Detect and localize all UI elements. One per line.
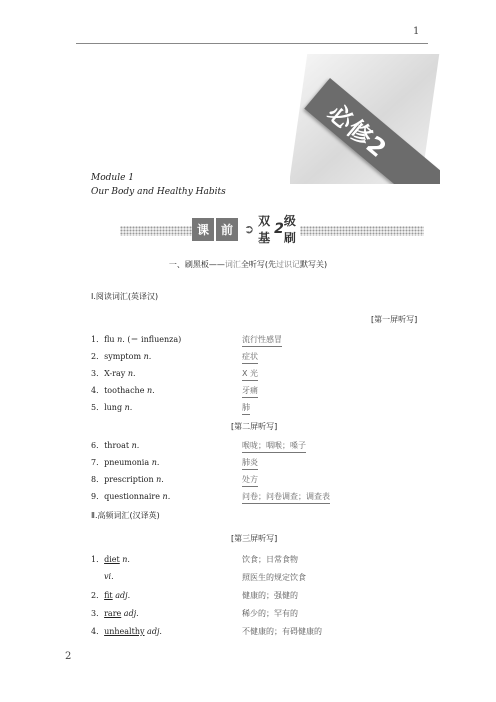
list-item: 3．rare adj. <box>91 609 139 618</box>
page-number-bottom: 2 <box>65 651 72 662</box>
section-title <box>0 259 496 270</box>
banner-dots-left <box>120 226 192 236</box>
answer-text: 处方 <box>242 474 258 487</box>
list-item: 7．pneumonia n. <box>91 458 160 467</box>
answer-text: 流行性感冒 <box>242 334 282 347</box>
section-title-highlight2: 过识记 <box>276 260 300 269</box>
answer-text: 肺炎 <box>242 457 258 470</box>
ribbon-text: 必修2 <box>322 98 393 164</box>
banner-tail: 级刷 <box>283 214 296 245</box>
list-item: 1．flu n. (＝ influenza) <box>91 335 182 344</box>
answer-text: 症状 <box>242 351 258 364</box>
banner-text: 双基 <box>258 214 271 245</box>
section-title-middle: 全听写(先 <box>240 260 276 269</box>
part2-heading: Ⅱ.高频词汇(汉译英) <box>91 511 160 520</box>
page-number-top: 1 <box>413 26 420 37</box>
module-subtitle: Our Body and Healthy Habits <box>91 187 226 197</box>
list-item: 2．symptom n. <box>91 352 152 361</box>
arrow-circle-icon: ➲ <box>244 222 255 236</box>
list-item: 1．diet n. <box>91 555 130 564</box>
corner-ribbon <box>290 44 440 184</box>
answer-text: 喉咙；咽喉；嗓子 <box>242 440 306 453</box>
answer-text: X 光 <box>242 368 258 381</box>
list-item: 9．questionnaire n. <box>91 492 171 501</box>
list-item: vi. <box>104 572 114 581</box>
list-item: 6．throat n. <box>91 441 140 450</box>
list-item: 2．fit adj. <box>91 591 131 600</box>
banner-dots-right <box>300 226 424 236</box>
screen3-label: [第三屏听写] <box>231 534 278 543</box>
banner-key-2: 前 <box>216 218 238 241</box>
list-item: 4．unhealthy adj. <box>91 627 162 636</box>
answer-text: 牙痛 <box>242 385 258 398</box>
module-title: Module 1 <box>91 173 134 183</box>
meaning-text: 稀少的；罕有的 <box>242 609 298 618</box>
meaning-text: 不健康的；有碍健康的 <box>242 627 322 636</box>
answer-text: 肺 <box>242 402 250 415</box>
list-item: 8．prescription n. <box>91 475 164 484</box>
screen1-label: [第一屏听写] <box>371 315 418 324</box>
list-item: 5．lung n. <box>91 403 133 412</box>
meaning-text: 健康的；强健的 <box>242 591 298 600</box>
answer-text: 问卷；问卷调查；调查表 <box>242 491 330 504</box>
banner-number: 2 <box>274 221 284 237</box>
list-item: 3．X-ray n. <box>91 369 136 378</box>
banner <box>192 214 300 245</box>
section-title-highlight: 词汇 <box>224 260 241 269</box>
list-item: 4．toothache n. <box>91 386 155 395</box>
meaning-text: 照医生的规定饮食 <box>242 573 306 582</box>
part1-heading: Ⅰ.阅读词汇(英译汉) <box>91 292 159 301</box>
banner-key-1: 课 <box>192 218 214 241</box>
section-title-suffix: 默写关) <box>300 260 328 269</box>
screen2-label: [第二屏听写] <box>231 422 278 431</box>
meaning-text: 饮食；日常食物 <box>242 555 298 564</box>
section-title-prefix: 一、刷黑板—— <box>168 260 225 269</box>
